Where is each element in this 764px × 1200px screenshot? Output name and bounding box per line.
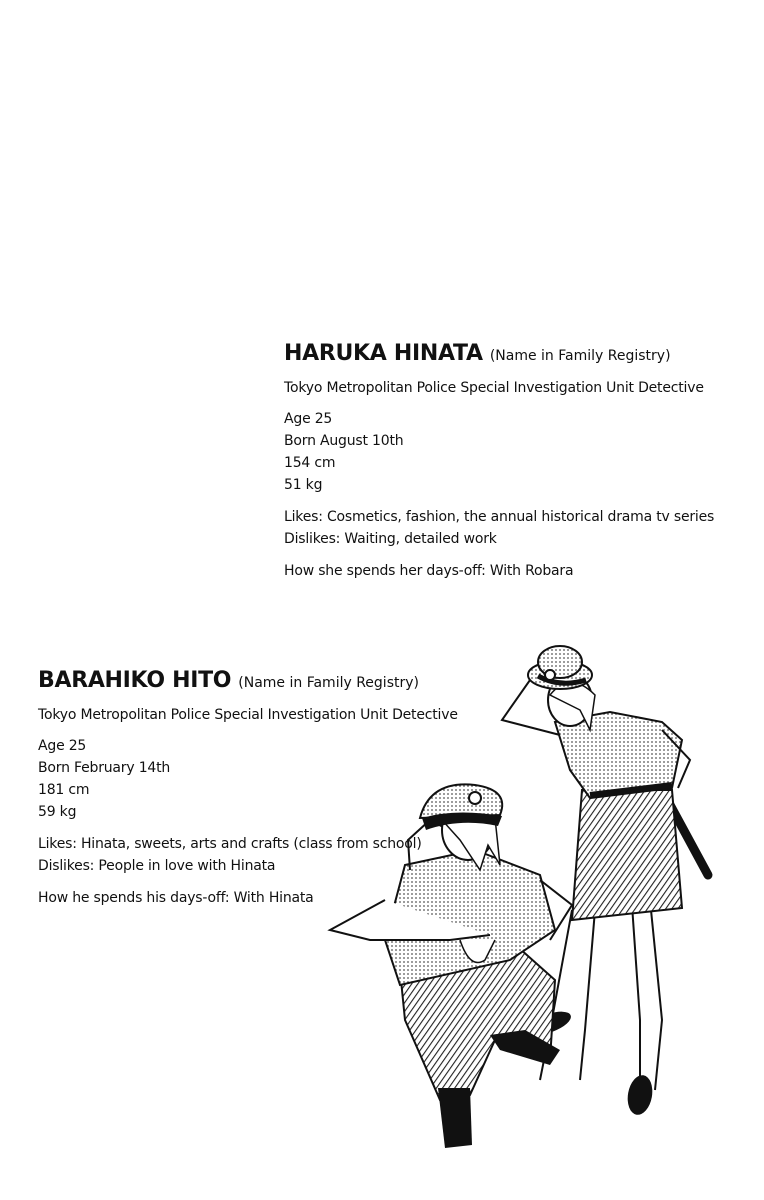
character-preferences	[284, 506, 754, 550]
character-name-line	[284, 340, 754, 370]
character-dislikes: Dislikes: Waiting, detailed work	[284, 531, 497, 547]
character-age: Age 25	[284, 411, 333, 427]
character-dislikes: Dislikes: People in love with Hinata	[38, 858, 276, 874]
character-weight: 59 kg	[38, 804, 77, 820]
character-likes: Likes: Hinata, sweets, arts and crafts (class from school)	[38, 836, 422, 852]
character-height: 154 cm	[284, 455, 336, 471]
character-height: 181 cm	[38, 782, 90, 798]
character-days-off-block	[38, 887, 498, 909]
character-stats	[284, 408, 754, 496]
character-birthday: Born August 10th	[284, 433, 404, 449]
character-age: Age 25	[38, 738, 87, 754]
character-days-off: How he spends his days-off: With Hinata	[38, 890, 314, 906]
profile-barahiko-hito	[38, 667, 498, 919]
character-position: Tokyo Metropolitan Police Special Investigation Unit Detective	[284, 380, 704, 396]
character-birthday: Born February 14th	[38, 760, 171, 776]
character-name-line	[38, 667, 498, 697]
name-registry-note: (Name in Family Registry)	[238, 675, 419, 691]
character-name: HARUKA HINATA	[284, 341, 483, 366]
character-days-off-block	[284, 560, 754, 582]
character-likes: Likes: Cosmetics, fashion, the annual historical drama tv series	[284, 509, 715, 525]
profile-haruka-hinata	[284, 340, 754, 592]
name-registry-note: (Name in Family Registry)	[489, 348, 671, 364]
character-weight: 51 kg	[284, 477, 323, 493]
character-name: BARAHIKO HITO	[38, 668, 232, 693]
character-stats	[38, 735, 498, 823]
character-preferences	[38, 833, 498, 877]
character-days-off: How she spends her days-off: With Robara	[284, 563, 574, 579]
character-position: Tokyo Metropolitan Police Special Investigation Unit Detective	[38, 707, 458, 723]
